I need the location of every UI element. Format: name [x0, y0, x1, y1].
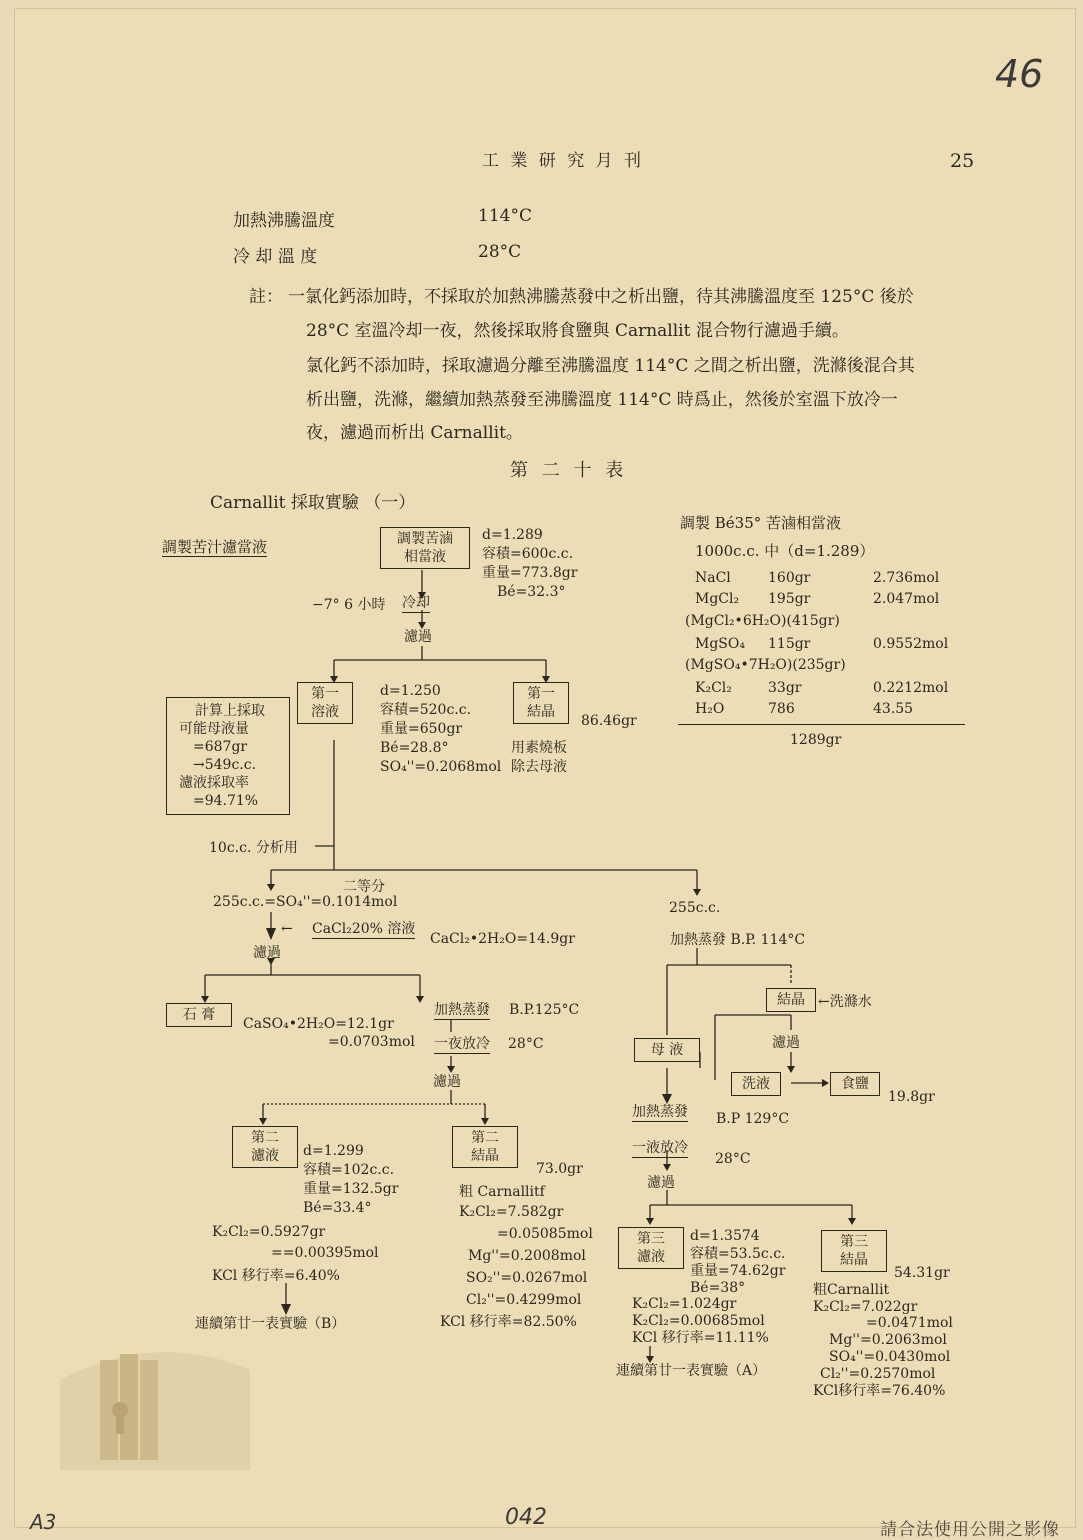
- calc-line-6: =94.71%: [193, 793, 259, 809]
- param-value-cooling: 28°C: [478, 242, 522, 262]
- third-crystal-mass: 54.31gr: [894, 1265, 950, 1281]
- journal-title: 工 業 研 究 月 刊: [482, 151, 645, 171]
- composition-total-rule: [678, 724, 965, 725]
- copyright-notice: 請合法使用公開之影像: [880, 1520, 1060, 1540]
- second-liquor-density: d=1.299: [303, 1143, 364, 1159]
- composition-row-mass: 115gr: [768, 636, 811, 652]
- analysis-note: 10c.c. 分析用: [209, 840, 298, 856]
- wash-liquor-box: 洗液: [731, 1072, 781, 1096]
- composition-row-mass: 160gr: [768, 570, 811, 586]
- third-liquor-prop-5: K₂Cl₂=1.024gr: [632, 1296, 737, 1312]
- right-filter: 濾過: [772, 1035, 800, 1051]
- composition-subtitle: 1000c.c. 中（d=1.289）: [695, 542, 875, 560]
- composition-row-name: MgCl₂: [695, 591, 740, 607]
- second-crystal-line-1: 第二: [471, 1130, 499, 1146]
- third-liquor-prop-3: 重量=74.62gr: [690, 1263, 786, 1279]
- third-liquor-line-2: 濾液: [637, 1249, 665, 1265]
- right-cool: 一液放冷: [632, 1140, 688, 1156]
- cacl2-addition: CaCl₂20% 溶液: [312, 921, 416, 937]
- start-density: d=1.289: [482, 527, 543, 543]
- left-volume: 255c.c.=SO₄''=0.1014mol: [213, 894, 398, 910]
- composition-row-name: MgSO₄: [695, 636, 745, 652]
- second-liquor-line-2: 濾液: [251, 1148, 279, 1164]
- filter-step-left: 濾過: [253, 945, 281, 961]
- first-liquor-line-2: 溶液: [311, 704, 339, 720]
- page-number: 25: [950, 150, 975, 172]
- third-liquor-line-1: 第三: [637, 1231, 665, 1247]
- param-label-cooling: 冷 却 溫 度: [233, 247, 318, 267]
- second-liquor-weight: 重量=132.5gr: [303, 1181, 399, 1197]
- cacl2-amount: CaCl₂•2H₂O=14.9gr: [430, 931, 575, 947]
- first-liquor-box: [297, 682, 353, 724]
- third-liquor-prop-1: d=1.3574: [690, 1228, 760, 1244]
- third-crystal-prop-2: K₂Cl₂=7.022gr: [813, 1299, 918, 1315]
- second-crystal-prop-2: K₂Cl₂=7.582gr: [459, 1204, 564, 1220]
- first-liquor-baume: Bé=28.8°: [380, 740, 449, 756]
- salt-mass: 19.8gr: [888, 1089, 935, 1105]
- composition-row-name: K₂Cl₂: [695, 680, 732, 696]
- cool-condition: −7° 6 小時: [312, 597, 386, 613]
- first-liquor-density: d=1.250: [380, 683, 441, 699]
- note-prefix: 註：: [249, 287, 283, 307]
- second-crystal-prop-1: 粗 Carnallitf: [459, 1184, 545, 1200]
- composition-total: 1289gr: [790, 732, 842, 748]
- first-crystal-line-2: 結晶: [527, 704, 555, 720]
- param-value-boiling: 114°C: [478, 206, 532, 226]
- second-crystal-prop-6: Cl₂''=0.4299mol: [466, 1292, 582, 1308]
- third-crystal-prop-7: KCl移行率=76.40%: [813, 1383, 946, 1399]
- footer-left-mark: A3: [30, 1510, 57, 1534]
- right-evap: 加熱蒸發 B.P. 114°C: [670, 932, 806, 948]
- start-baume: Bé=32.3°: [497, 584, 566, 600]
- right-cool-temp: 28°C: [715, 1151, 751, 1167]
- right-filter-2: 濾過: [647, 1175, 675, 1191]
- gypsum-box: 石 膏: [166, 1003, 232, 1027]
- cool-left-temp: 28°C: [508, 1036, 544, 1052]
- split-label: 二等分: [343, 879, 385, 895]
- first-crystal-line-1: 第一: [527, 686, 555, 702]
- third-crystal-prop-5: SO₄''=0.0430mol: [829, 1349, 951, 1365]
- start-weight: 重量=773.8gr: [482, 565, 578, 581]
- second-crystal-line-2: 結晶: [471, 1148, 499, 1164]
- right-crystal-box: 結晶: [766, 988, 816, 1012]
- wash-water: ←洗滌水: [818, 994, 872, 1010]
- note-line-5: 夜，濾過而析出 Carnallit。: [306, 423, 523, 443]
- salt-box: 食鹽: [830, 1072, 880, 1096]
- note-line-4: 析出鹽，洗滌，繼續加熱蒸發至沸騰溫度 114°C 時爲止，然後於室溫下放冷一: [306, 390, 898, 410]
- right-evap-2: 加熱蒸發: [632, 1104, 688, 1120]
- third-crystal-prop-3: =0.0471mol: [866, 1315, 953, 1331]
- first-crystal-mass: 86.46gr: [581, 713, 637, 729]
- table-title: 第 二 十 表: [510, 460, 628, 481]
- second-liquor-kcl-rate: KCl 移行率=6.40%: [212, 1268, 340, 1284]
- third-liquor-prop-6: K₂Cl₂=0.00685mol: [632, 1313, 765, 1329]
- left-top-label: 調製苦汁濾當液: [162, 538, 268, 556]
- calc-line-1: 計算上採取: [195, 703, 265, 719]
- second-liquor-line-1: 第二: [251, 1130, 279, 1146]
- evap-left-bp: B.P.125°C: [509, 1002, 580, 1018]
- second-liquor-k-gr: K₂Cl₂=0.5927gr: [212, 1224, 326, 1240]
- param-label-boiling: 加熱沸騰溫度: [233, 211, 335, 231]
- first-liquor-volume: 容積=520c.c.: [380, 702, 472, 718]
- composition-row-mol: 0.9552mol: [873, 636, 949, 652]
- evap-left: 加熱蒸發: [434, 1002, 490, 1018]
- second-crystal-prop-5: SO₂''=0.0267mol: [466, 1270, 588, 1286]
- third-liquor-box: [618, 1227, 684, 1269]
- second-crystal-mass: 73.0gr: [536, 1161, 583, 1177]
- start-box-line-2: 相當液: [404, 549, 446, 565]
- composition-row-mass: 786: [768, 701, 795, 717]
- filter-step-1: 濾過: [404, 629, 432, 645]
- second-liquor-k-mol: ==0.00395mol: [271, 1245, 379, 1261]
- note-line-1: 一氯化鈣添加時，不採取於加熱沸騰蒸發中之析出鹽，待其沸騰溫度至 125°C 後於: [288, 287, 914, 307]
- start-box: [380, 527, 470, 569]
- second-liquor-next: 連續第廿一表實驗（B）: [195, 1316, 346, 1332]
- cool-step: 冷却: [402, 595, 430, 611]
- third-liquor-prop-4: Bé=38°: [690, 1280, 746, 1296]
- calc-line-3: =687gr: [193, 739, 248, 755]
- composition-row-mass: 33gr: [768, 680, 802, 696]
- gypsum-prop-1: CaSO₄•2H₂O=12.1gr: [243, 1016, 394, 1032]
- second-crystal-prop-3: =0.05085mol: [497, 1226, 593, 1242]
- composition-row-mol: 0.2212mol: [873, 680, 949, 696]
- third-crystal-prop-1: 粗Carnallit: [813, 1282, 890, 1298]
- composition-title: 調製 Bé35° 苦滷相當液: [680, 514, 842, 532]
- composition-row-mass: 195gr: [768, 591, 811, 607]
- third-crystal-line-2: 結晶: [840, 1252, 868, 1268]
- third-crystal-prop-4: Mg''=0.2063mol: [829, 1332, 947, 1348]
- start-box-line-1: 調製苦滷: [397, 531, 453, 547]
- second-liquor-baume: Bé=33.4°: [303, 1200, 372, 1216]
- composition-row-mol: 43.55: [873, 701, 914, 717]
- composition-row-name: NaCl: [695, 570, 731, 586]
- third-crystal-box: [821, 1230, 887, 1272]
- composition-row-name: (MgSO₄•7H₂O)(235gr): [685, 657, 846, 673]
- calc-line-2: 可能母液量: [179, 721, 249, 737]
- second-liquor-volume: 容積=102c.c.: [303, 1162, 395, 1178]
- first-liquor-line-1: 第一: [311, 686, 339, 702]
- gypsum-prop-2: =0.0703mol: [328, 1034, 415, 1050]
- mother-liquor-box: 母 液: [634, 1038, 700, 1062]
- third-crystal-prop-6: Cl₂''=0.2570mol: [820, 1366, 936, 1382]
- right-evap-2-bp: B.P 129°C: [716, 1111, 790, 1127]
- composition-row-name: (MgCl₂•6H₂O)(415gr): [685, 613, 840, 629]
- composition-row-mol: 2.736mol: [873, 570, 940, 586]
- calc-line-4: →549c.c.: [193, 757, 257, 773]
- experiment-title: Carnallit 採取實驗 （一）: [210, 493, 416, 513]
- calc-box: [166, 697, 290, 815]
- handwritten-page-mark: 46: [995, 52, 1044, 96]
- third-liquor-next: 連續第廿一表實驗（A）: [616, 1363, 767, 1379]
- second-crystal-prop-7: KCl 移行率=82.50%: [440, 1314, 577, 1330]
- right-volume: 255c.c.: [669, 900, 721, 916]
- note-line-2: 28°C 室溫冷却一夜，然後採取將食鹽與 Carnallit 混合物行濾過手續。: [306, 321, 849, 341]
- start-volume: 容積=600c.c.: [482, 546, 574, 562]
- third-liquor-prop-2: 容積=53.5c.c.: [690, 1246, 786, 1262]
- calc-line-5: 濾液採取率: [179, 775, 249, 791]
- filter-left-2: 濾過: [433, 1074, 461, 1090]
- note-line-3: 氯化鈣不添加時，採取濾過分離至沸騰溫度 114°C 之間之析出鹽，洗滌後混合其: [306, 356, 915, 376]
- composition-row-name: H₂O: [695, 701, 725, 717]
- composition-row-mol: 2.047mol: [873, 591, 940, 607]
- first-crystal-note-1: 用素燒板: [511, 740, 567, 756]
- first-liquor-weight: 重量=650gr: [380, 721, 463, 737]
- third-crystal-line-1: 第三: [840, 1234, 868, 1250]
- first-liquor-sulfate: SO₄''=0.2068mol: [380, 759, 502, 775]
- second-liquor-box: [232, 1126, 298, 1168]
- third-liquor-prop-7: KCl 移行率=11.11%: [632, 1330, 769, 1346]
- first-crystal-note-2: 除去母液: [511, 759, 567, 775]
- cool-left: 一夜放冷: [434, 1036, 490, 1052]
- footer-center-mark: 042: [505, 1505, 547, 1530]
- second-crystal-box: [452, 1126, 518, 1168]
- arrow-left-glyph: ←: [281, 921, 293, 937]
- second-crystal-prop-4: Mg''=0.2008mol: [468, 1248, 586, 1264]
- first-crystal-box: [513, 682, 569, 724]
